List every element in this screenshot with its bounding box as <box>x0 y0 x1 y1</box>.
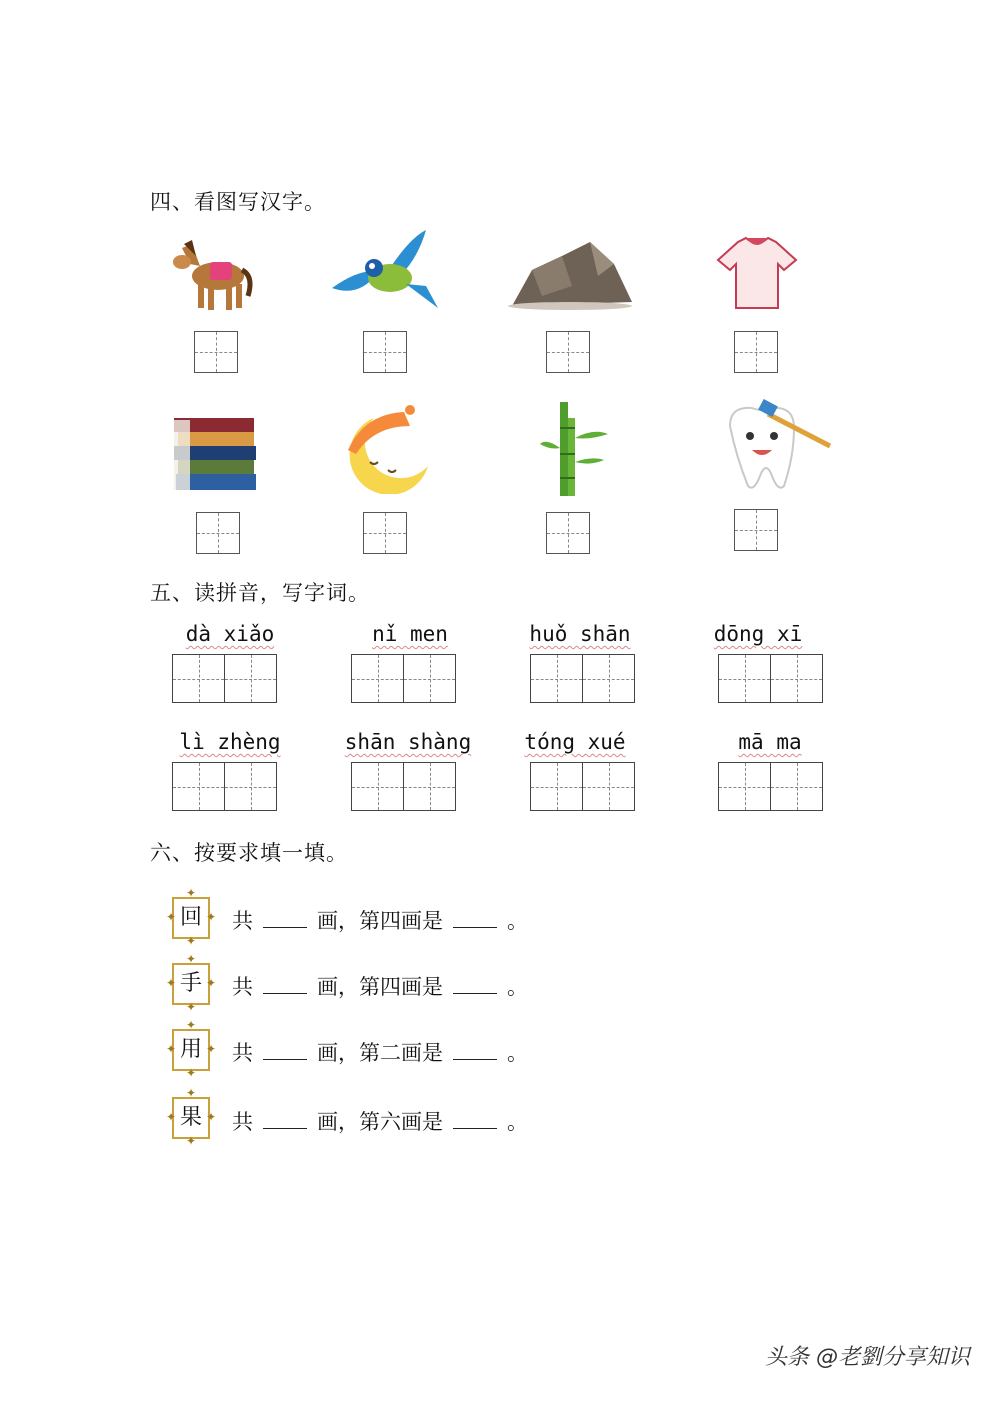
answer-blank[interactable] <box>453 1127 497 1129</box>
sparkle-icon: ✦ <box>206 910 217 924</box>
stroke-char: 手 <box>179 971 202 996</box>
sparkle-icon: ✦ <box>186 886 197 900</box>
write-grid[interactable] <box>172 654 277 703</box>
sparkle-icon: ✦ <box>186 1086 197 1100</box>
write-grid[interactable] <box>530 654 635 703</box>
write-box[interactable] <box>546 512 590 554</box>
books-icon <box>170 414 262 496</box>
sparkle-icon: ✦ <box>186 934 197 948</box>
char-frame <box>166 1018 217 1080</box>
rock-icon <box>502 236 637 310</box>
pinyin-label: dà xiǎo <box>185 622 275 646</box>
stroke-char: 果 <box>179 1105 202 1130</box>
write-grid[interactable] <box>718 654 823 703</box>
write-box[interactable] <box>194 331 238 373</box>
write-box[interactable] <box>196 512 240 554</box>
section6-heading: 六、按要求填一填。 <box>150 841 348 865</box>
stroke-question: 共 画，第四画是 。 <box>232 909 528 933</box>
sparkle-icon: ✦ <box>166 1042 177 1056</box>
pinyin-label: nǐ men <box>372 622 448 646</box>
stroke-char: 用 <box>179 1037 202 1062</box>
sparkle-icon: ✦ <box>186 1134 197 1148</box>
sparkle-icon: ✦ <box>206 1042 217 1056</box>
sparkle-icon: ✦ <box>186 1066 197 1080</box>
sparkle-icon: ✦ <box>206 1110 217 1124</box>
answer-blank[interactable] <box>453 1058 497 1060</box>
pinyin-label: tóng xué <box>524 730 626 754</box>
write-grid[interactable] <box>351 762 456 811</box>
pinyin-label: shān shàng <box>344 730 472 754</box>
stroke-question: 共 画，第四画是 。 <box>232 975 528 999</box>
sparkle-icon: ✦ <box>186 1000 197 1014</box>
pinyin-label: huǒ shān <box>529 622 631 646</box>
answer-blank[interactable] <box>263 992 307 994</box>
write-grid[interactable] <box>718 762 823 811</box>
bird-icon <box>330 228 442 314</box>
watermark: 头条 @老劉分享知识 <box>765 1345 970 1370</box>
stroke-char: 回 <box>179 905 202 930</box>
sparkle-icon: ✦ <box>186 952 197 966</box>
pinyin-label: dōng xī <box>713 622 803 646</box>
write-box[interactable] <box>363 331 407 373</box>
answer-blank[interactable] <box>263 926 307 928</box>
pinyin-label: lì zhèng <box>179 730 281 754</box>
sparkle-icon: ✦ <box>206 976 217 990</box>
bamboo-icon <box>538 398 610 498</box>
write-box[interactable] <box>734 331 778 373</box>
write-grid[interactable] <box>172 762 277 811</box>
answer-blank[interactable] <box>263 1058 307 1060</box>
write-box[interactable] <box>734 509 778 551</box>
write-grid[interactable] <box>351 654 456 703</box>
shirt-icon <box>716 236 798 312</box>
char-frame <box>166 886 217 948</box>
pinyin-label: mā ma <box>738 730 802 754</box>
sparkle-icon: ✦ <box>166 976 177 990</box>
section4-heading: 四、看图写汉字。 <box>150 190 326 214</box>
moon-icon <box>344 404 434 494</box>
char-frame <box>166 952 217 1014</box>
horse-icon <box>170 236 255 314</box>
write-box[interactable] <box>363 512 407 554</box>
answer-blank[interactable] <box>453 926 497 928</box>
answer-blank[interactable] <box>263 1127 307 1129</box>
write-box[interactable] <box>546 331 590 373</box>
stroke-question: 共 画，第六画是 。 <box>232 1110 528 1134</box>
sparkle-icon: ✦ <box>166 910 177 924</box>
section5-heading: 五、读拼音，写字词。 <box>150 581 370 605</box>
tooth-icon <box>722 396 834 494</box>
write-grid[interactable] <box>530 762 635 811</box>
stroke-question: 共 画，第二画是 。 <box>232 1041 528 1065</box>
char-frame <box>166 1086 217 1148</box>
answer-blank[interactable] <box>453 992 497 994</box>
sparkle-icon: ✦ <box>186 1018 197 1032</box>
sparkle-icon: ✦ <box>166 1110 177 1124</box>
